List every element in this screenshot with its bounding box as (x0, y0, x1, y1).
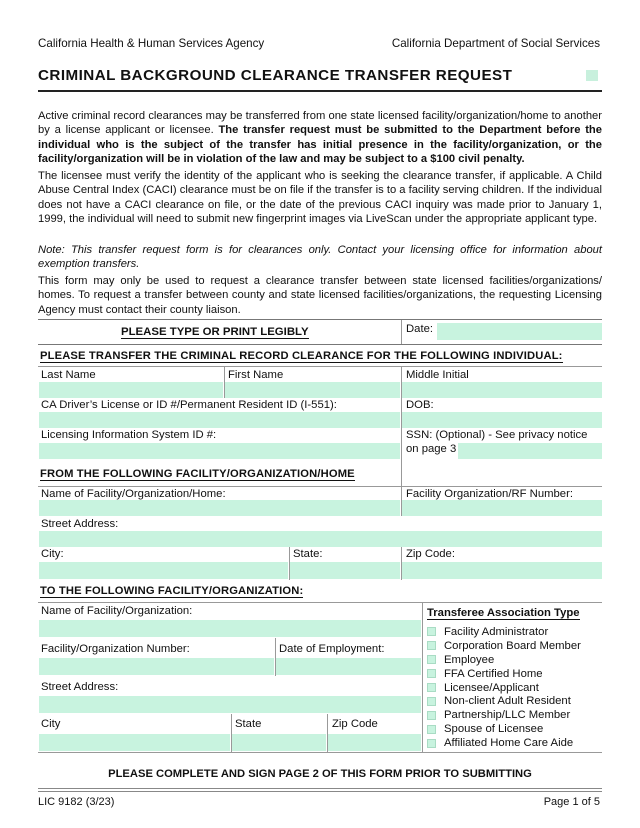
first-name-label: First Name (228, 369, 284, 381)
last-name-label: Last Name (41, 369, 96, 381)
from-name-field[interactable] (39, 500, 400, 516)
section-to-heading: TO THE FOLLOWING FACILITY/ORGANIZATION: (40, 585, 304, 597)
ssn-label-line2: on page 3 (406, 443, 457, 455)
intro-note: Note: This transfer request form is for clearances only. Contact your licensing office for information about exemption transfers. (38, 244, 602, 271)
association-option-label: Affiliated Home Care Aide (444, 737, 574, 750)
section-rule (38, 366, 602, 367)
form-top-rule (38, 319, 602, 320)
dob-label: DOB: (406, 399, 434, 411)
to-state-field[interactable] (232, 734, 326, 751)
to-name-field[interactable] (39, 620, 421, 637)
form-id: LIC 9182 (3/23) (38, 796, 115, 808)
association-title: Transferee Association Type (427, 607, 580, 619)
association-option[interactable] (427, 653, 581, 667)
middle-initial-field[interactable] (402, 382, 602, 398)
from-zip-label: Zip Code: (406, 548, 455, 560)
section-rule (38, 752, 602, 753)
from-street-label: Street Address: (41, 518, 119, 530)
section-rule (38, 344, 602, 345)
date-field[interactable] (437, 323, 602, 340)
to-city-label: City (41, 718, 61, 730)
from-city-field[interactable] (39, 562, 288, 579)
section-rule (38, 602, 602, 603)
association-option-label: Non-client Adult Resident (444, 695, 571, 708)
checkbox[interactable] (427, 669, 436, 678)
department-name: California Department of Social Services (391, 37, 600, 50)
license-id-label: CA Driver’s License or ID #/Permanent Resident ID (I-551): (41, 399, 337, 411)
association-option-label: Partnership/LLC Member (444, 709, 571, 722)
checkbox[interactable] (427, 627, 436, 636)
intro-paragraph-4: This form may only be used to request a clearance transfer between state licensed facilities/organizations/ homes. To request a transfer between county and state licensed facilities/organizations, the requesting Licensing Agency must contact their county liaison. (38, 275, 602, 316)
to-name-label: Name of Facility/Organization: (41, 605, 193, 617)
association-option[interactable] (427, 694, 581, 708)
checkbox[interactable] (427, 655, 436, 664)
association-option-label: FFA Certified Home (444, 667, 543, 680)
association-option[interactable] (427, 681, 581, 695)
association-option[interactable] (427, 736, 581, 750)
intro-paragraph-1: Active criminal record clearances may be transferred from one state licensed facility/organization/home to another by a license applicant or licensee. The transfer request must be submitted to the Department before the individual who is the subject of the transfer has initial presence in the facility/organization, or the facility/organization will be in violation of the law and may be subject to a $100 civil penalty. (38, 110, 602, 166)
from-state-label: State: (293, 548, 323, 560)
to-street-field[interactable] (39, 696, 421, 713)
association-type-list (427, 625, 581, 750)
association-option-label: Spouse of Licensee (444, 723, 544, 736)
association-option[interactable] (427, 639, 581, 653)
ssn-label: SSN: (Optional) - See privacy notice (406, 429, 588, 441)
to-number-field[interactable] (39, 658, 274, 675)
lis-id-label: Licensing Information System ID #: (41, 429, 217, 441)
association-option[interactable] (427, 625, 581, 639)
footer-rule (38, 788, 602, 789)
footer-rule (38, 791, 602, 792)
association-option[interactable] (427, 722, 581, 736)
employment-date-field[interactable] (276, 658, 421, 675)
association-option[interactable] (427, 708, 581, 722)
middle-initial-label: Middle Initial (406, 369, 469, 381)
date-divider (401, 320, 402, 344)
page-title: CRIMINAL BACKGROUND CLEARANCE TRANSFER REQUEST (38, 67, 513, 84)
page-number: Page 1 of 5 (543, 796, 600, 808)
checkbox[interactable] (427, 725, 436, 734)
from-city-label: City: (41, 548, 64, 560)
column-divider (422, 602, 423, 752)
employment-date-label: Date of Employment: (279, 643, 385, 655)
from-number-label: Facility Organization/RF Number: (406, 488, 573, 500)
association-option-label: Licensee/Applicant (444, 681, 539, 694)
from-state-field[interactable] (290, 562, 400, 579)
checkbox[interactable] (427, 683, 436, 692)
print-legibly-label: PLEASE TYPE OR PRINT LEGIBLY (121, 326, 309, 338)
date-label: Date: (406, 323, 434, 335)
first-name-field[interactable] (225, 382, 400, 398)
ssn-field[interactable] (458, 443, 602, 459)
checkbox[interactable] (427, 641, 436, 650)
agency-name: California Health & Human Services Agency (38, 37, 265, 50)
from-street-field[interactable] (39, 531, 602, 547)
association-option-label: Corporation Board Member (444, 639, 581, 652)
to-state-label: State (235, 718, 262, 730)
intro-paragraph-2: The licensee must verify the identity of the applicant who is seeking the clearance transfer, if applicable. A Child Abuse Central Index (CACI) clearance must be on file if the transfer is to a facility serving children. If the individual does not have a CACI clearance on file, or the date of the previous CACI inquiry was made prior to January 1, 1999, the individual will need to submit new fingerprint images via LiveScan under the appropriate applicant type. (38, 170, 602, 226)
dob-field[interactable] (402, 412, 602, 428)
from-number-field[interactable] (402, 500, 602, 516)
corner-marker (586, 70, 598, 81)
license-id-field[interactable] (39, 412, 400, 428)
association-option-label: Facility Administrator (444, 625, 549, 638)
to-zip-label: Zip Code (332, 718, 378, 730)
lis-id-field[interactable] (39, 443, 400, 459)
last-name-field[interactable] (39, 382, 223, 398)
association-option[interactable] (427, 667, 581, 681)
section-rule (38, 486, 602, 487)
from-name-label: Name of Facility/Organization/Home: (41, 488, 226, 500)
title-divider (38, 90, 602, 92)
section-individual-heading: PLEASE TRANSFER THE CRIMINAL RECORD CLEARANCE FOR THE FOLLOWING INDIVIDUAL: (40, 350, 563, 362)
checkbox[interactable] (427, 739, 436, 748)
to-zip-field[interactable] (328, 734, 421, 751)
to-city-field[interactable] (39, 734, 230, 751)
checkbox[interactable] (427, 711, 436, 720)
checkbox[interactable] (427, 697, 436, 706)
section-from-heading: FROM THE FOLLOWING FACILITY/ORGANIZATION/HOME (40, 468, 355, 480)
from-zip-field[interactable] (402, 562, 602, 579)
to-street-label: Street Address: (41, 681, 119, 693)
association-option-label: Employee (444, 653, 495, 666)
complete-sign-notice: PLEASE COMPLETE AND SIGN PAGE 2 OF THIS FORM PRIOR TO SUBMITTING (108, 768, 532, 780)
to-number-label: Facility/Organization Number: (41, 643, 190, 655)
